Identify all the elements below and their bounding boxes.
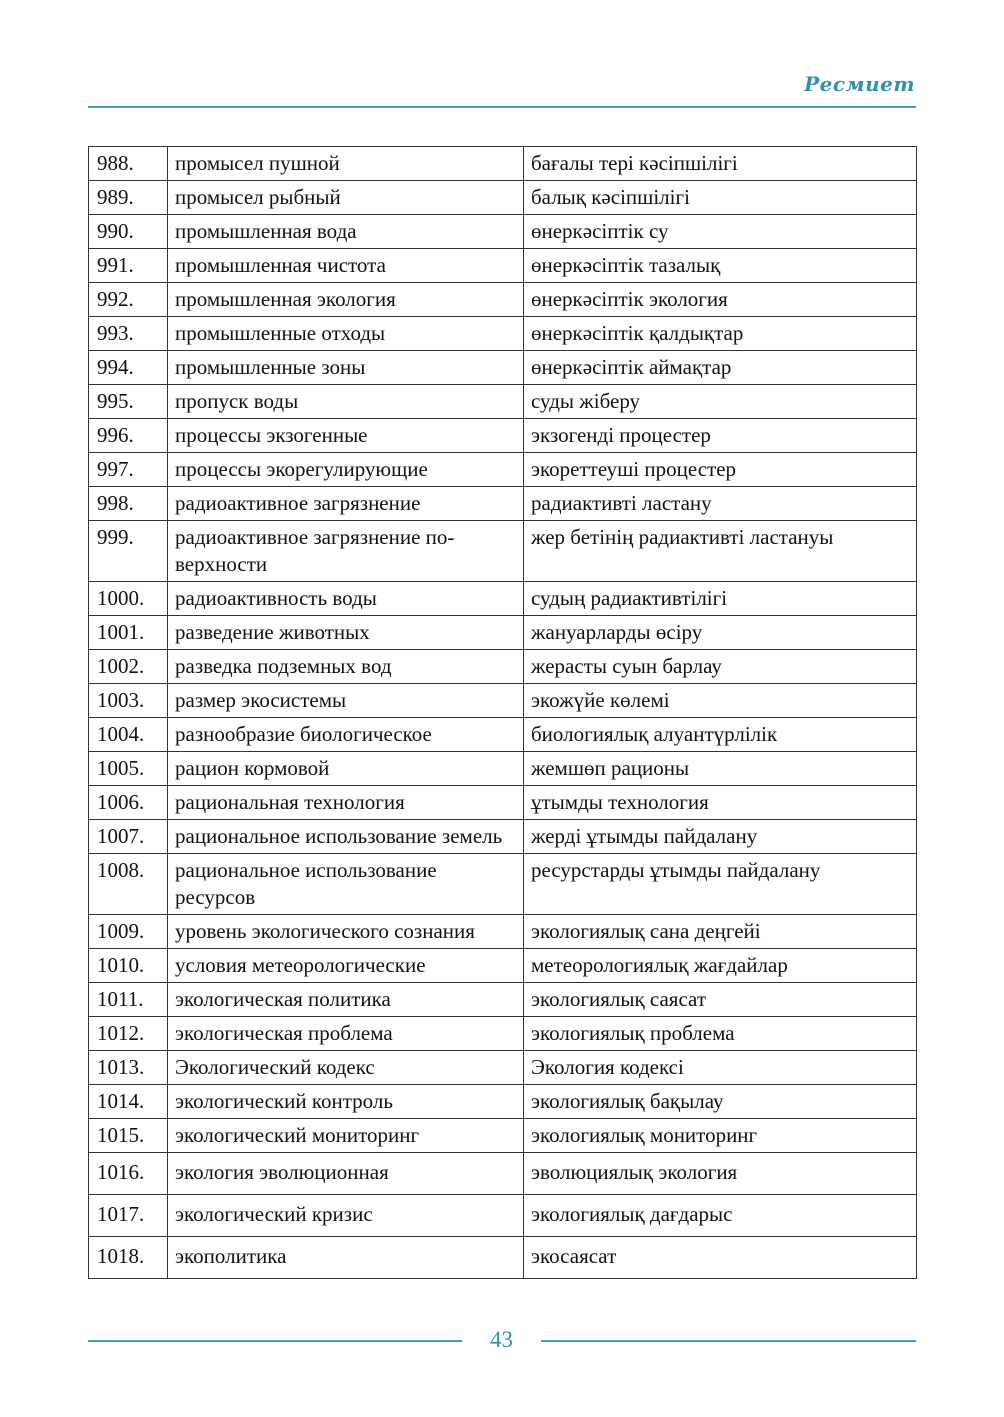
russian-term: экополитика	[168, 1237, 524, 1279]
page-number: 43	[490, 1327, 513, 1352]
table-row	[89, 521, 917, 582]
kazakh-term: экосаясат	[524, 1237, 917, 1279]
table-row	[89, 147, 917, 181]
kazakh-term: өнеркәсіптік тазалық	[524, 249, 917, 283]
kazakh-term: жер бетінің радиактивті ластануы	[524, 521, 917, 582]
kazakh-term: радиактивті ластану	[524, 487, 917, 521]
russian-term: разведка подземных вод	[168, 650, 524, 684]
russian-term: экология эволюционная	[168, 1153, 524, 1195]
table-row	[89, 650, 917, 684]
kazakh-term: метеорологиялық жағдайлар	[524, 949, 917, 983]
running-header-title: Ресмиет	[804, 72, 915, 96]
entry-number: 989.	[89, 181, 168, 215]
entry-number: 1007.	[89, 820, 168, 854]
table-row	[89, 385, 917, 419]
russian-term: экологический кризис	[168, 1195, 524, 1237]
entry-number: 1013.	[89, 1051, 168, 1085]
table-row	[89, 487, 917, 521]
table-row	[89, 317, 917, 351]
entry-number: 1018.	[89, 1237, 168, 1279]
russian-term: разведение животных	[168, 616, 524, 650]
russian-term: промышленная чистота	[168, 249, 524, 283]
kazakh-term: экзогенді процестер	[524, 419, 917, 453]
russian-term: промысел пушной	[168, 147, 524, 181]
table-row	[89, 915, 917, 949]
entry-number: 1010.	[89, 949, 168, 983]
kazakh-term: балық кәсіпшілігі	[524, 181, 917, 215]
kazakh-term: өнеркәсіптік экология	[524, 283, 917, 317]
russian-term: экологическая проблема	[168, 1017, 524, 1051]
kazakh-term: эволюциялық экология	[524, 1153, 917, 1195]
russian-term: промышленная экология	[168, 283, 524, 317]
entry-number: 994.	[89, 351, 168, 385]
entry-number: 988.	[89, 147, 168, 181]
table-row	[89, 351, 917, 385]
entry-number: 1001.	[89, 616, 168, 650]
table-row	[89, 983, 917, 1017]
entry-number: 1008.	[89, 854, 168, 915]
header-divider	[88, 106, 916, 108]
kazakh-term: экологиялық сана деңгейі	[524, 915, 917, 949]
kazakh-term: экореттеуші процестер	[524, 453, 917, 487]
table-row	[89, 582, 917, 616]
entry-number: 1005.	[89, 752, 168, 786]
entry-number: 1004.	[89, 718, 168, 752]
entry-number: 1014.	[89, 1085, 168, 1119]
russian-term: радиоактивное загрязнение	[168, 487, 524, 521]
kazakh-term: ресурстарды ұтымды пайдалану	[524, 854, 917, 915]
table-row	[89, 1085, 917, 1119]
kazakh-term: экожүйе көлемі	[524, 684, 917, 718]
russian-term: рацион кормовой	[168, 752, 524, 786]
entry-number: 1009.	[89, 915, 168, 949]
russian-term: экологический контроль	[168, 1085, 524, 1119]
entry-number: 995.	[89, 385, 168, 419]
kazakh-term: суды жіберу	[524, 385, 917, 419]
footer-divider-right	[541, 1340, 916, 1342]
russian-term: размер экосистемы	[168, 684, 524, 718]
entry-number: 999.	[89, 521, 168, 582]
table-row	[89, 215, 917, 249]
kazakh-term: экологиялық саясат	[524, 983, 917, 1017]
entry-number: 1016.	[89, 1153, 168, 1195]
entry-number: 1011.	[89, 983, 168, 1017]
russian-term: процессы экзогенные	[168, 419, 524, 453]
entry-number: 991.	[89, 249, 168, 283]
kazakh-term: жерді ұтымды пайдалану	[524, 820, 917, 854]
russian-term: процессы экорегулирующие	[168, 453, 524, 487]
table-row	[89, 854, 917, 915]
russian-term: экологическая политика	[168, 983, 524, 1017]
entry-number: 1015.	[89, 1119, 168, 1153]
russian-term: промышленные отходы	[168, 317, 524, 351]
russian-term: радиоактивность воды	[168, 582, 524, 616]
kazakh-term: өнеркәсіптік су	[524, 215, 917, 249]
entry-number: 1017.	[89, 1195, 168, 1237]
russian-term: Экологический кодекс	[168, 1051, 524, 1085]
table-row	[89, 181, 917, 215]
glossary-table-body	[89, 147, 917, 1279]
entry-number: 998.	[89, 487, 168, 521]
kazakh-term: жануарларды өсіру	[524, 616, 917, 650]
table-row	[89, 283, 917, 317]
table-row	[89, 684, 917, 718]
kazakh-term: Экология кодексі	[524, 1051, 917, 1085]
russian-term: условия метеорологические	[168, 949, 524, 983]
russian-term: пропуск воды	[168, 385, 524, 419]
table-row	[89, 786, 917, 820]
kazakh-term: экологиялық проблема	[524, 1017, 917, 1051]
entry-number: 1003.	[89, 684, 168, 718]
table-row	[89, 1119, 917, 1153]
table-row	[89, 419, 917, 453]
footer-divider-left	[88, 1340, 462, 1342]
table-row	[89, 1237, 917, 1279]
entry-number: 996.	[89, 419, 168, 453]
kazakh-term: экологиялық дағдарыс	[524, 1195, 917, 1237]
table-row	[89, 1153, 917, 1195]
table-row	[89, 820, 917, 854]
russian-term: промышленная вода	[168, 215, 524, 249]
table-row	[89, 453, 917, 487]
entry-number: 1006.	[89, 786, 168, 820]
table-row	[89, 1017, 917, 1051]
table-row	[89, 1195, 917, 1237]
kazakh-term: өнеркәсіптік аймақтар	[524, 351, 917, 385]
russian-term: промысел рыбный	[168, 181, 524, 215]
kazakh-term: жемшөп рационы	[524, 752, 917, 786]
russian-term: уровень экологического сознания	[168, 915, 524, 949]
kazakh-term: судың радиактивтілігі	[524, 582, 917, 616]
kazakh-term: жерасты суын барлау	[524, 650, 917, 684]
kazakh-term: өнеркәсіптік қалдықтар	[524, 317, 917, 351]
russian-term: экологический мониторинг	[168, 1119, 524, 1153]
kazakh-term: биологиялық алуантүрлілік	[524, 718, 917, 752]
russian-term: рациональное использование земель	[168, 820, 524, 854]
entry-number: 1012.	[89, 1017, 168, 1051]
entry-number: 997.	[89, 453, 168, 487]
russian-term: разнообразие биологическое	[168, 718, 524, 752]
table-row	[89, 949, 917, 983]
russian-term: промышленные зоны	[168, 351, 524, 385]
kazakh-term: экологиялық мониторинг	[524, 1119, 917, 1153]
russian-term: рациональное использование ресурсов	[168, 854, 524, 915]
entry-number: 1002.	[89, 650, 168, 684]
entry-number: 990.	[89, 215, 168, 249]
kazakh-term: ұтымды технология	[524, 786, 917, 820]
entry-number: 992.	[89, 283, 168, 317]
table-row	[89, 1051, 917, 1085]
table-row	[89, 616, 917, 650]
entry-number: 993.	[89, 317, 168, 351]
table-row	[89, 752, 917, 786]
russian-term: рациональная технология	[168, 786, 524, 820]
kazakh-term: экологиялық бақылау	[524, 1085, 917, 1119]
kazakh-term: бағалы тері кәсіпшілігі	[524, 147, 917, 181]
table-row	[89, 249, 917, 283]
entry-number: 1000.	[89, 582, 168, 616]
glossary-table	[88, 146, 917, 1279]
russian-term: радиоактивное загрязнение по-верхности	[168, 521, 524, 582]
table-row	[89, 718, 917, 752]
